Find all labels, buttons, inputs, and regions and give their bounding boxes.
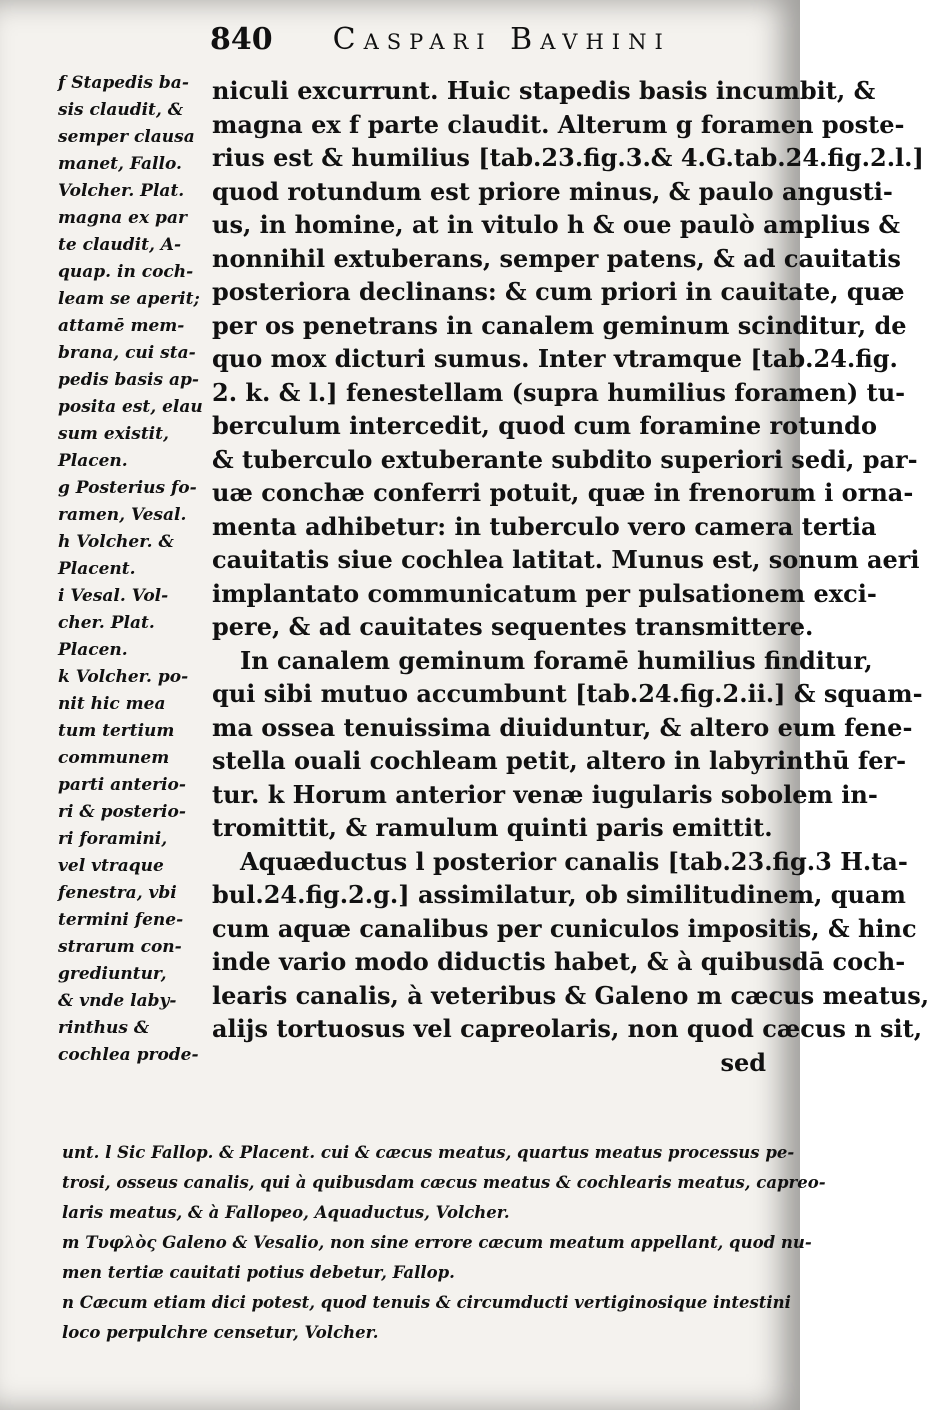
footnote-line: laris meatus, & à Fallopeo, Aquaductus, Volcher. <box>62 1203 510 1222</box>
margin-note-line: magna ex par <box>58 208 187 228</box>
text-line: cauitatis siue cochlea latitat. Munus est, sonum aeri <box>212 545 920 574</box>
text-line: quod rotundum est priore minus, & paulo angusti- <box>212 176 893 206</box>
text-line: inde vario modo diductis habet, & à quibusdā coch- <box>212 947 906 976</box>
text-line: implantato communicatum per pulsationem exci- <box>212 578 877 608</box>
text-line: tromittit, & ramulum quinti paris emittit. <box>212 813 773 842</box>
margin-note-line: fenestra, vbi <box>58 883 177 903</box>
margin-note-line: nit hic mea <box>58 694 166 714</box>
margin-note-line: Placen. <box>58 640 128 660</box>
margin-note-line: sum existit, <box>58 424 169 444</box>
margin-note-line: tum tertium <box>58 721 175 741</box>
text-line: cum aquæ canalibus per cuniculos impositis, & hinc <box>212 913 917 943</box>
text-line: magna ex f parte claudit. Alterum g foramen poste- <box>212 109 905 139</box>
text-line: ma ossea tenuissima diuiduntur, & altero eum fene- <box>212 712 913 742</box>
text-line: Aquæductus l posterior canalis [tab.23.fig.3 H.ta- <box>240 846 908 876</box>
catchword: sed <box>720 1047 766 1077</box>
page-number: 840 <box>210 22 273 57</box>
margin-note-line: h Volcher. & <box>58 532 174 552</box>
footnote-line: n Cæcum etiam dici potest, quod tenuis & circumducti vertiginosique intestini <box>62 1293 791 1312</box>
text-line: quo mox dicturi sumus. Inter vtramque [tab.24.fig. <box>212 344 898 373</box>
margin-note-line: strarum con- <box>58 937 182 957</box>
text-line: & tuberculo extuberante subdito superiori sedi, par- <box>212 444 918 474</box>
margin-note-line: vel vtraque <box>58 856 164 876</box>
text-line: pere, & ad cauitates sequentes transmittere. <box>212 612 814 641</box>
text-line: tur. k Horum anterior venæ iugularis sobolem in- <box>212 779 878 809</box>
margin-note-line: termini fene- <box>58 910 184 930</box>
margin-note-line: grediuntur, <box>58 964 167 984</box>
margin-note-line: posita est, elau <box>58 397 203 417</box>
margin-note-line: sis claudit, & <box>58 100 184 120</box>
margin-notes <box>58 72 208 1071</box>
text-line: posteriora declinans: & cum priori in cauitate, quæ <box>212 277 905 306</box>
margin-note-line: attamē mem- <box>58 316 185 336</box>
text-line: learis canalis, à veteribus & Galeno m cæcus meatus, <box>212 980 929 1010</box>
margin-note-line: & vnde laby- <box>58 991 177 1011</box>
margin-note-line: ri & posterio- <box>58 802 186 822</box>
margin-note-line: te claudit, A- <box>58 235 182 255</box>
page-header <box>210 22 760 72</box>
margin-note-line: rinthus & <box>58 1018 150 1038</box>
running-head: Caspari Bavhini <box>332 22 671 57</box>
footnote-line: men tertiæ cauitati potius debetur, Fallop. <box>62 1263 455 1282</box>
margin-note-line: cher. Plat. <box>58 613 155 633</box>
text-line: bul.24.fig.2.g.] assimilatur, ob similitudinem, quam <box>212 880 906 909</box>
margin-note-line: Placen. <box>58 451 128 471</box>
text-line: stella ouali cochleam petit, altero in labyrinthū fer- <box>212 746 907 775</box>
text-line: menta adhibetur: in tuberculo vero camera tertia <box>212 511 877 541</box>
text-line: uæ conchæ conferri potuit, quæ in frenorum i orna- <box>212 478 914 507</box>
text-line: rius est & humilius [tab.23.fig.3.& 4.G.tab.24.fig.2.l.] <box>212 143 924 172</box>
text-line: niculi excurrunt. Huic stapedis basis incumbit, & <box>212 76 876 105</box>
margin-note-line: cochlea prode- <box>58 1045 199 1065</box>
margin-note-line: quap. in coch- <box>58 262 194 282</box>
text-line: alijs tortuosus vel capreolaris, non quod cæcus n sit, <box>212 1014 923 1043</box>
margin-note-line: ri foramini, <box>58 829 168 849</box>
text-line: nonnihil extuberans, semper patens, & ad cauitatis <box>212 243 901 273</box>
footnote-line: loco perpulchre censetur, Volcher. <box>62 1323 379 1342</box>
margin-note-line: manet, Fallo. <box>58 154 182 174</box>
margin-note-line: pedis basis ap- <box>58 370 199 390</box>
text-line: 2. k. & l.] fenestellam (supra humilius foramen) tu- <box>212 377 906 407</box>
margin-note-line: k Volcher. po- <box>58 667 189 687</box>
footnote-line: unt. l Sic Fallop. & Placent. cui & cæcus meatus, quartus meatus processus pe- <box>62 1143 795 1162</box>
margin-note-line: semper clausa <box>58 127 195 147</box>
main-text-block <box>212 74 929 1079</box>
text-line: In canalem geminum foramē humilius finditur, <box>240 645 873 675</box>
margin-note-line: Volcher. Plat. <box>58 181 185 201</box>
margin-note-line: parti anterio- <box>58 775 186 795</box>
text-line: qui sibi mutuo accumbunt [tab.24.fig.2.ii.] & squam- <box>212 679 923 708</box>
margin-note-line: communem <box>58 748 170 768</box>
text-line: per os penetrans in canalem geminum scinditur, de <box>212 310 907 340</box>
text-line: us, in homine, at in vitulo h & oue paulò amplius & <box>212 210 901 239</box>
margin-note-line: brana, cui sta- <box>58 343 196 363</box>
footnote-line: m Τυφλὸς Galeno & Vesalio, non sine errore cæcum meatum appellant, quod nu- <box>62 1233 812 1252</box>
footnotes-block <box>62 1138 826 1348</box>
margin-note-line: Placent. <box>58 559 136 579</box>
margin-note-line: ramen, Vesal. <box>58 505 187 525</box>
margin-note-line: i Vesal. Vol- <box>58 586 169 606</box>
margin-note-line: leam se aperit; <box>58 289 200 309</box>
margin-note-line: g Posterius fo- <box>58 478 197 498</box>
margin-note-line: f Stapedis ba- <box>58 73 189 93</box>
text-line: berculum intercedit, quod cum foramine rotundo <box>212 411 877 440</box>
footnote-line: trosi, osseus canalis, qui à quibusdam cæcus meatus & cochlearis meatus, capreo- <box>62 1173 826 1192</box>
